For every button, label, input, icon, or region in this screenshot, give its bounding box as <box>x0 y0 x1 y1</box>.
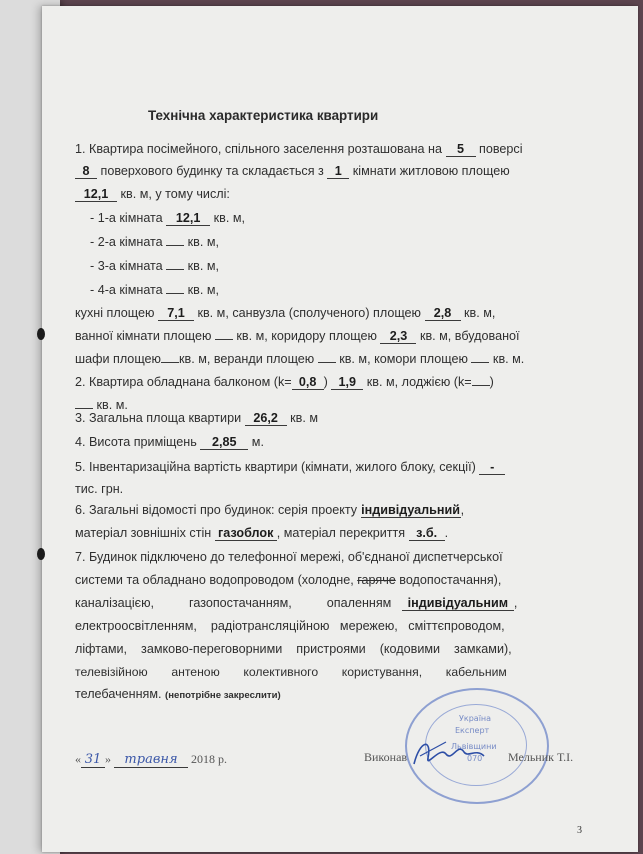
p4-line: 4. Висота приміщень 2,85 м. <box>75 435 264 449</box>
wc-area: 2,8 <box>425 306 461 321</box>
strike-note: (непотрібне закреслити) <box>165 690 281 701</box>
hot-water-struck: гаряче <box>357 573 396 587</box>
p2-line1: 2. Квартира обладнана балконом (k= 0,8 ) 1,9 кв. м, лоджією (k= ) <box>75 375 494 389</box>
rooms-count-value: 1 <box>327 164 349 179</box>
executed-by-label: Виконав <box>364 750 408 764</box>
p6-line1: 6. Загальні відомості про будинок: серія проекту індивідуальний, <box>75 503 465 517</box>
balcony-k: 0,8 <box>292 375 324 390</box>
p7-line3: каналізацією, газопостачанням, опаленням індивідуальним , <box>75 596 518 610</box>
official-stamp: Україна Експерт Львівщини 070 <box>405 688 549 804</box>
p1-line1: 1. Квартира посімейного, спільного заселення розташована на 5 поверсі <box>75 142 523 156</box>
floor-material: з.б. <box>409 526 445 541</box>
p6-line2: матеріал зовнішніх стін газоблок , матеріал перекриття з.б. . <box>75 526 449 540</box>
p5-line2: тис. грн. <box>75 482 124 496</box>
p3-line: 3. Загальна площа квартири 26,2 кв. м <box>75 411 318 425</box>
date-day: 31 <box>81 752 105 768</box>
room-2: - 2-а кімната кв. м, <box>90 235 220 249</box>
room-4: - 4-а кімната кв. м, <box>90 283 220 297</box>
p7-line1: 7. Будинок підключено до телефонної мережі, об'єднаної диспетчерської <box>75 550 503 564</box>
room-1: - 1-а кімната 12,1 кв. м, <box>90 211 246 225</box>
balcony-area: 1,9 <box>331 375 363 390</box>
date-month: травня <box>114 752 188 768</box>
p7-line4: електроосвітленням, радіотрансляційною мережею, сміттєпроводом, <box>75 619 505 633</box>
wall-material: газоблок <box>215 526 277 541</box>
document-title: Технічна характеристика квартири <box>148 108 379 123</box>
heating-type: індивідуальним <box>402 596 514 611</box>
page-number: 3 <box>577 825 582 836</box>
punch-hole <box>37 328 45 340</box>
living-area-value: 12,1 <box>75 187 117 202</box>
document-date: « 31 » травня 2018 р. <box>75 752 227 767</box>
kitchen-area: 7,1 <box>158 306 194 321</box>
areas-line1: кухні площею 7,1 кв. м, санвузла (сполученого) площею 2,8 кв. м, <box>75 306 496 320</box>
storeys-value: 8 <box>75 164 97 179</box>
total-area: 26,2 <box>245 411 287 426</box>
project-series: індивідуальний <box>361 503 461 517</box>
p7-line5: ліфтами, замково-переговорними пристроями (кодовими замками), <box>75 642 512 656</box>
areas-line2: ванної кімнати площею кв. м, коридору площею 2,3 кв. м, вбудованої <box>75 329 520 343</box>
p1-line3: 12,1 кв. м, у тому числі: <box>75 187 230 202</box>
corridor-area: 2,3 <box>380 329 416 344</box>
p7-line6: телевізійною антеною колективного користування, кабельним <box>75 665 507 679</box>
ceiling-height: 2,85 <box>200 435 248 450</box>
p7-line2: системи та обладнано водопроводом (холодне, гаряче водопостачання), <box>75 573 502 587</box>
inventory-value: - <box>479 460 505 475</box>
punch-hole <box>37 548 45 560</box>
p5-line1: 5. Інвентаризаційна вартість квартири (кімнати, жилого блоку, секції) - <box>75 460 505 475</box>
room-3: - 3-а кімната кв. м, <box>90 259 220 273</box>
document-page <box>42 6 638 852</box>
handwritten-signature <box>406 734 490 774</box>
floor-value: 5 <box>446 142 476 157</box>
p1-line2: 8 поверхового будинку та складається з 1 кімнати житловою площею <box>75 164 510 179</box>
p2-line2: кв. м. <box>75 398 128 412</box>
areas-line3: шафи площею кв. м, веранди площею кв. м, комори площею кв. м. <box>75 352 525 366</box>
p7-line7: телебаченням. (непотрібне закреслити) <box>75 687 281 701</box>
executor-name: Мельник Т.І. <box>508 750 574 764</box>
